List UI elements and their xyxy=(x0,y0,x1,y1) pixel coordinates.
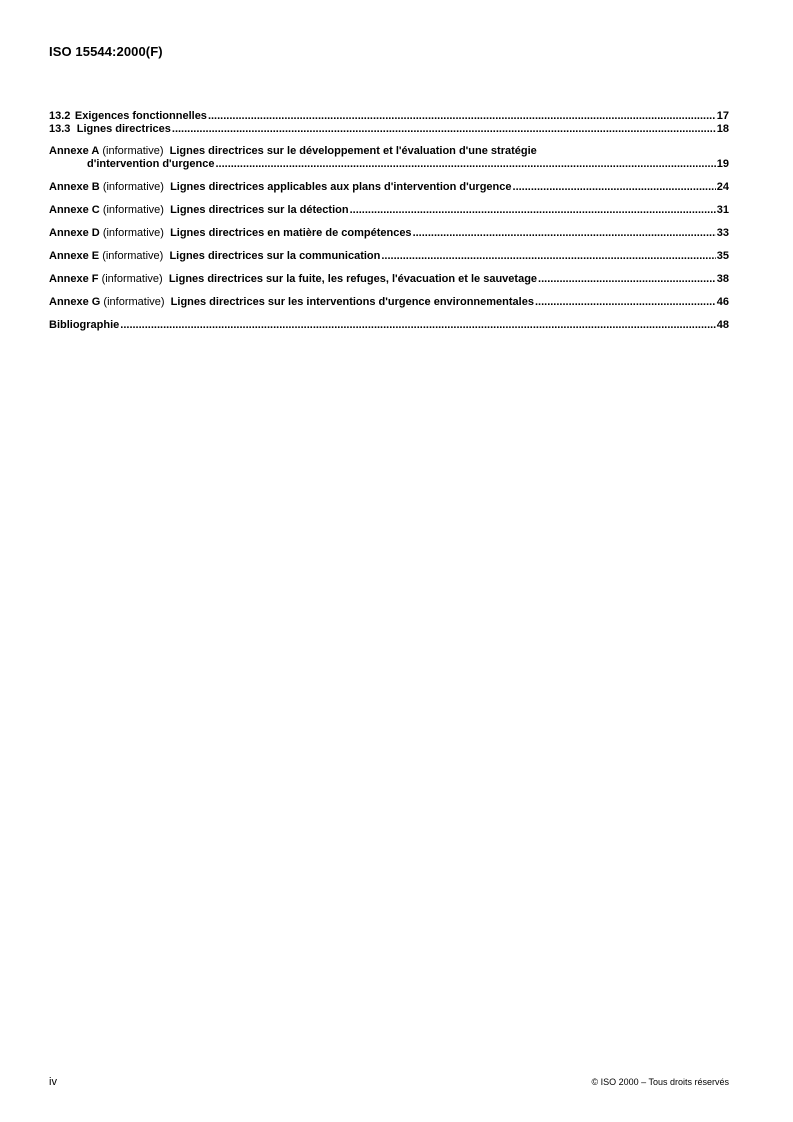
toc-section-title: Exigences fonctionnelles xyxy=(74,110,207,122)
toc-leader-dots xyxy=(381,250,715,263)
toc-page-number: 38 xyxy=(716,273,729,285)
toc-annex-informative: (informative) xyxy=(102,250,164,262)
toc-annex-title: Lignes directrices en matière de compétences xyxy=(170,227,412,239)
footer-copyright: © ISO 2000 – Tous droits réservés xyxy=(591,1077,729,1087)
toc-page-number: 19 xyxy=(716,158,729,170)
toc-entry-13-2[interactable] xyxy=(49,110,729,123)
toc-leader-dots xyxy=(535,296,716,309)
toc-annex-label: Annexe E xyxy=(49,250,100,262)
toc-section-title: Lignes directrices xyxy=(76,123,171,135)
toc-entry-bibliography[interactable] xyxy=(49,319,729,332)
toc-leader-dots xyxy=(172,123,716,136)
toc-bibliography-title: Bibliographie xyxy=(49,319,120,331)
toc-annex-label: Annexe C xyxy=(49,204,100,216)
toc-leader-dots xyxy=(538,273,716,286)
toc-page-number: 33 xyxy=(716,227,729,239)
toc-page-number: 17 xyxy=(716,110,729,122)
toc-annex-informative: (informative) xyxy=(101,273,163,285)
toc-page-number: 48 xyxy=(716,319,729,331)
toc-annex-informative: (informative) xyxy=(102,145,164,157)
toc-leader-dots xyxy=(120,319,715,332)
toc-entry-annex-f[interactable] xyxy=(49,273,729,286)
toc-entry-annex-g[interactable] xyxy=(49,296,729,309)
toc-entry-annex-a[interactable] xyxy=(49,145,729,171)
toc-section-number: 13.2 xyxy=(49,110,71,122)
toc-entry-annex-d[interactable] xyxy=(49,227,729,240)
table-of-contents xyxy=(49,110,729,342)
toc-annex-informative: (informative) xyxy=(102,181,164,193)
toc-annex-label: Annexe F xyxy=(49,273,99,285)
toc-page-number: 18 xyxy=(716,123,729,135)
toc-page-number: 31 xyxy=(716,204,729,216)
toc-annex-label: Annexe D xyxy=(49,227,100,239)
toc-annex-title: Lignes directrices sur la détection xyxy=(170,204,349,216)
toc-leader-dots xyxy=(215,158,715,171)
toc-annex-label: Annexe B xyxy=(49,181,100,193)
toc-page-number: 46 xyxy=(716,296,729,308)
toc-leader-dots xyxy=(350,204,716,217)
document-id: ISO 15544:2000(F) xyxy=(49,44,163,59)
toc-annex-informative: (informative) xyxy=(103,296,165,308)
toc-annex-title: Lignes directrices sur les interventions d'urgence environnementales xyxy=(170,296,534,308)
toc-annex-title-continued: d'intervention d'urgence xyxy=(87,158,215,170)
toc-page-number: 35 xyxy=(716,250,729,262)
toc-entry-annex-b[interactable] xyxy=(49,181,729,194)
toc-leader-dots xyxy=(513,181,716,194)
toc-annex-title: Lignes directrices sur la fuite, les refuges, l'évacuation et le sauvetage xyxy=(168,273,538,285)
toc-page-number: 24 xyxy=(716,181,729,193)
toc-entry-13-3[interactable] xyxy=(49,123,729,136)
toc-annex-informative: (informative) xyxy=(102,227,164,239)
toc-annex-label: Annexe G xyxy=(49,296,101,308)
toc-annex-informative: (informative) xyxy=(102,204,164,216)
toc-annex-title: Lignes directrices sur la communication xyxy=(169,250,381,262)
toc-section-number: 13.3 xyxy=(49,123,71,135)
toc-annex-title: Lignes directrices sur le développement et l'évaluation d'une stratégie xyxy=(169,145,537,157)
toc-leader-dots xyxy=(208,110,716,123)
toc-annex-title: Lignes directrices applicables aux plans d'intervention d'urgence xyxy=(170,181,512,193)
toc-entry-annex-c[interactable] xyxy=(49,204,729,217)
toc-leader-dots xyxy=(413,227,716,240)
footer-page-number: iv xyxy=(49,1076,57,1088)
toc-annex-label: Annexe A xyxy=(49,145,100,157)
toc-entry-annex-e[interactable] xyxy=(49,250,729,263)
